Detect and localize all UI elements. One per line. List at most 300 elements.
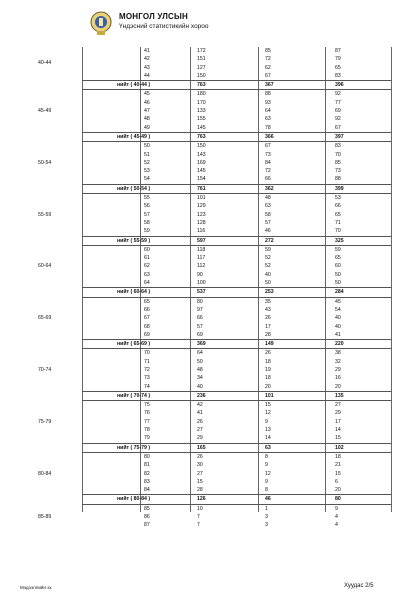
age-cell: 62 — [144, 263, 150, 270]
male-cell: 52 — [265, 255, 271, 262]
age-cell: 79 — [144, 435, 150, 442]
age-cell: 85 — [144, 505, 150, 512]
table-row — [82, 383, 391, 391]
total-cell: 155 — [197, 116, 206, 123]
male-cell: 20 — [265, 383, 271, 390]
table-row — [82, 142, 391, 150]
total-cell: 151 — [197, 56, 206, 63]
total-cell: 236 — [197, 392, 206, 399]
total-cell: 50 — [197, 358, 203, 365]
age-cell: 78 — [144, 427, 150, 434]
female-cell: 85 — [335, 159, 341, 166]
male-cell: 12 — [265, 410, 271, 417]
male-cell: 63 — [265, 444, 271, 451]
age-group — [38, 349, 391, 390]
total-cell: 69 — [197, 331, 203, 338]
table-row — [82, 47, 391, 55]
age-cell: 72 — [144, 366, 150, 373]
age-cell: 68 — [144, 323, 150, 330]
age-cell: 43 — [144, 64, 150, 71]
age-cell: 63 — [144, 271, 150, 278]
age-cell: 51 — [144, 151, 150, 158]
male-cell: 13 — [265, 427, 271, 434]
male-cell: 58 — [265, 211, 271, 218]
age-group — [38, 401, 391, 442]
total-cell: 57 — [197, 323, 203, 330]
total-cell: 145 — [197, 168, 206, 175]
male-cell: 28 — [265, 331, 271, 338]
female-cell: 15 — [335, 435, 341, 442]
total-cell: 128 — [197, 219, 206, 226]
age-cell: 75 — [144, 402, 150, 409]
total-cell: 763 — [197, 82, 206, 89]
total-cell: 112 — [197, 263, 206, 270]
male-cell: 66 — [265, 176, 271, 183]
table-row — [82, 409, 391, 417]
org-title: МОНГОЛ УЛСЫН — [119, 12, 189, 21]
total-cell: 165 — [197, 444, 206, 451]
table-row — [82, 151, 391, 159]
age-group-label: 45-49 — [38, 108, 52, 115]
table-row — [82, 521, 391, 529]
male-cell: 15 — [265, 402, 271, 409]
age-cell: 80 — [144, 453, 150, 460]
male-cell: 62 — [265, 64, 271, 71]
table-row — [82, 306, 391, 314]
table-row — [82, 202, 391, 210]
age-cell: 66 — [144, 306, 150, 313]
age-cell: 46 — [144, 99, 150, 106]
total-cell: 97 — [197, 306, 203, 313]
age-cell: 65 — [144, 298, 150, 305]
female-cell: 88 — [335, 176, 341, 183]
age-cell: 82 — [144, 470, 150, 477]
female-cell: 45 — [335, 298, 341, 305]
table-row — [82, 262, 391, 270]
age-cell: 81 — [144, 462, 150, 469]
female-cell: 53 — [335, 195, 341, 202]
age-cell: 44 — [144, 72, 150, 79]
subtotal-label: нийт ( 80-84 ) — [117, 496, 151, 503]
table-row — [82, 175, 391, 183]
age-group — [38, 194, 391, 235]
male-cell: 46 — [265, 228, 271, 235]
male-cell: 367 — [265, 82, 274, 89]
table-row — [82, 211, 391, 219]
age-group-label: 50-54 — [38, 159, 52, 166]
female-cell: 70 — [335, 228, 341, 235]
age-group-label: 65-69 — [38, 315, 52, 322]
subtotal-label: нийт ( 50-54 ) — [117, 185, 151, 192]
age-cell: 56 — [144, 203, 150, 210]
table-row — [82, 323, 391, 331]
male-cell: 19 — [265, 366, 271, 373]
age-cell: 74 — [144, 383, 150, 390]
male-cell: 149 — [265, 341, 274, 348]
total-cell: 123 — [197, 211, 206, 218]
female-cell: 6 — [335, 478, 338, 485]
total-cell: 48 — [197, 366, 203, 373]
total-cell: 27 — [197, 427, 203, 434]
table-row — [82, 418, 391, 426]
total-cell: 7 — [197, 514, 200, 521]
female-cell: 27 — [335, 402, 341, 409]
female-cell: 38 — [335, 350, 341, 357]
subtotal-label: нийт ( 60-64 ) — [117, 289, 151, 296]
table-row — [82, 461, 391, 469]
total-cell: 15 — [197, 478, 203, 485]
age-group — [38, 246, 391, 287]
table-row — [82, 366, 391, 374]
female-cell: 77 — [335, 99, 341, 106]
total-cell: 118 — [197, 246, 206, 253]
table-row — [82, 124, 391, 132]
age-cell: 83 — [144, 478, 150, 485]
male-cell: 57 — [265, 219, 271, 226]
male-cell: 35 — [265, 298, 271, 305]
table-row — [82, 115, 391, 123]
subtotal-row — [82, 132, 391, 142]
total-cell: 150 — [197, 143, 206, 150]
table-row — [82, 513, 391, 521]
male-cell: 40 — [265, 271, 271, 278]
footer-source: Мэдээллийн эх — [20, 585, 52, 590]
age-cell: 54 — [144, 176, 150, 183]
total-cell: 34 — [197, 375, 203, 382]
total-cell: 145 — [197, 124, 206, 131]
total-cell: 369 — [197, 341, 206, 348]
table-row — [82, 64, 391, 72]
subtotal-row — [82, 494, 391, 504]
age-group — [38, 142, 391, 183]
male-cell: 78 — [265, 124, 271, 131]
male-cell: 85 — [265, 48, 271, 54]
total-cell: 763 — [197, 133, 206, 140]
page-number: Хуудас 2/5 — [344, 583, 374, 589]
table-row — [82, 486, 391, 494]
subtotal-label: нийт ( 55-59 ) — [117, 237, 151, 244]
age-cell: 71 — [144, 358, 150, 365]
female-cell: 41 — [335, 331, 341, 338]
age-group-label: 40-44 — [38, 60, 52, 67]
age-cell: 49 — [144, 124, 150, 131]
age-group-label: 70-74 — [38, 366, 52, 373]
male-cell: 9 — [265, 418, 268, 425]
male-cell: 52 — [265, 263, 271, 270]
subtotal-label: нийт ( 65-69 ) — [117, 341, 151, 348]
female-cell: 83 — [335, 143, 341, 150]
age-group-label: 55-59 — [38, 211, 52, 218]
male-cell: 48 — [265, 195, 271, 202]
female-cell: 135 — [335, 392, 344, 399]
female-cell: 80 — [335, 496, 341, 503]
total-cell: 169 — [197, 159, 206, 166]
total-cell: 101 — [197, 195, 206, 202]
male-cell: 3 — [265, 522, 268, 529]
total-cell: 597 — [197, 237, 206, 244]
female-cell: 59 — [335, 246, 341, 253]
age-group-label: 60-64 — [38, 263, 52, 270]
table-row — [82, 90, 391, 98]
table-row — [82, 426, 391, 434]
age-cell: 73 — [144, 375, 150, 382]
male-cell: 26 — [265, 350, 271, 357]
female-cell: 17 — [335, 418, 341, 425]
age-group — [38, 298, 391, 339]
total-cell: 127 — [197, 64, 206, 71]
male-cell: 84 — [265, 159, 271, 166]
subtotal-label: нийт ( 45-49 ) — [117, 133, 151, 140]
total-cell: 150 — [197, 72, 206, 79]
male-cell: 272 — [265, 237, 274, 244]
total-cell: 42 — [197, 402, 203, 409]
age-group-label: 85-89 — [38, 514, 52, 521]
female-cell: 399 — [335, 185, 344, 192]
age-cell: 69 — [144, 331, 150, 338]
male-cell: 72 — [265, 56, 271, 63]
column-divider — [391, 47, 392, 512]
total-cell: 116 — [197, 228, 206, 235]
subtotal-row — [82, 287, 391, 297]
total-cell: 30 — [197, 462, 203, 469]
age-group — [38, 47, 391, 80]
female-cell: 325 — [335, 237, 344, 244]
table-row — [82, 227, 391, 235]
male-cell: 362 — [265, 185, 274, 192]
total-cell: 26 — [197, 453, 203, 460]
age-table — [38, 47, 391, 530]
total-cell: 80 — [197, 298, 203, 305]
age-cell: 76 — [144, 410, 150, 417]
table-row — [82, 453, 391, 461]
female-cell: 20 — [335, 487, 341, 494]
total-cell: 180 — [197, 91, 206, 98]
female-cell: 83 — [335, 72, 341, 79]
male-cell: 12 — [265, 470, 271, 477]
total-cell: 26 — [197, 418, 203, 425]
female-cell: 9 — [335, 505, 338, 512]
male-cell: 88 — [265, 91, 271, 98]
total-cell: 129 — [197, 203, 206, 210]
female-cell: 29 — [335, 366, 341, 373]
age-cell: 48 — [144, 116, 150, 123]
male-cell: 73 — [265, 151, 271, 158]
male-cell: 63 — [265, 203, 271, 210]
total-cell: 66 — [197, 315, 203, 322]
table-row — [82, 99, 391, 107]
total-cell: 172 — [197, 48, 206, 54]
female-cell: 69 — [335, 108, 341, 115]
male-cell: 26 — [265, 315, 271, 322]
female-cell: 32 — [335, 358, 341, 365]
subtotal-row — [82, 391, 391, 401]
male-cell: 59 — [265, 246, 271, 253]
female-cell: 73 — [335, 168, 341, 175]
female-cell: 87 — [335, 48, 341, 54]
table-row — [82, 331, 391, 339]
male-cell: 8 — [265, 487, 268, 494]
table-row — [82, 298, 391, 306]
male-cell: 253 — [265, 289, 274, 296]
female-cell: 284 — [335, 289, 344, 296]
age-cell: 42 — [144, 56, 150, 63]
subtotal-row — [82, 443, 391, 453]
female-cell: 21 — [335, 462, 341, 469]
total-cell: 761 — [197, 185, 206, 192]
total-cell: 28 — [197, 487, 203, 494]
total-cell: 29 — [197, 435, 203, 442]
female-cell: 67 — [335, 124, 341, 131]
female-cell: 92 — [335, 116, 341, 123]
total-cell: 126 — [197, 496, 206, 503]
female-cell: 15 — [335, 470, 341, 477]
table-row — [82, 401, 391, 409]
total-cell: 100 — [197, 280, 206, 287]
male-cell: 8 — [265, 453, 268, 460]
age-cell: 87 — [144, 522, 150, 529]
age-cell: 45 — [144, 91, 150, 98]
male-cell: 63 — [265, 116, 271, 123]
subtotal-row — [82, 80, 391, 90]
org-subtitle: Үндэсний статистикийн хороо — [119, 23, 209, 30]
male-cell: 72 — [265, 168, 271, 175]
subtotal-row — [82, 236, 391, 246]
subtotal-row — [82, 339, 391, 349]
female-cell: 92 — [335, 91, 341, 98]
age-cell: 59 — [144, 228, 150, 235]
total-cell: 143 — [197, 151, 206, 158]
age-cell: 86 — [144, 514, 150, 521]
female-cell: 40 — [335, 323, 341, 330]
age-cell: 60 — [144, 246, 150, 253]
total-cell: 7 — [197, 522, 200, 529]
male-cell: 18 — [265, 375, 271, 382]
male-cell: 9 — [265, 478, 268, 485]
female-cell: 14 — [335, 427, 341, 434]
male-cell: 64 — [265, 108, 271, 115]
table-row — [82, 167, 391, 175]
female-cell: 18 — [335, 453, 341, 460]
table-row — [82, 374, 391, 382]
age-cell: 50 — [144, 143, 150, 150]
total-cell: 40 — [197, 383, 203, 390]
male-cell: 18 — [265, 358, 271, 365]
table-row — [82, 314, 391, 322]
male-cell: 93 — [265, 99, 271, 106]
female-cell: 65 — [335, 255, 341, 262]
female-cell: 4 — [335, 522, 338, 529]
age-cell: 53 — [144, 168, 150, 175]
table-row — [82, 159, 391, 167]
age-group — [38, 90, 391, 131]
total-cell: 170 — [197, 99, 206, 106]
total-cell: 537 — [197, 289, 206, 296]
female-cell: 50 — [335, 280, 341, 287]
total-cell: 117 — [197, 255, 206, 262]
total-cell: 41 — [197, 410, 203, 417]
table-row — [82, 72, 391, 80]
female-cell: 66 — [335, 203, 341, 210]
age-cell: 77 — [144, 418, 150, 425]
total-cell: 64 — [197, 350, 203, 357]
female-cell: 65 — [335, 64, 341, 71]
table-row — [82, 55, 391, 63]
subtotal-label: нийт ( 75-79 ) — [117, 444, 151, 451]
male-cell: 50 — [265, 280, 271, 287]
female-cell: 16 — [335, 375, 341, 382]
age-group-label: 80-84 — [38, 470, 52, 477]
age-cell: 57 — [144, 211, 150, 218]
age-cell: 58 — [144, 219, 150, 226]
age-cell: 55 — [144, 195, 150, 202]
male-cell: 14 — [265, 435, 271, 442]
male-cell: 1 — [265, 505, 268, 512]
female-cell: 220 — [335, 341, 344, 348]
age-cell: 64 — [144, 280, 150, 287]
table-row — [82, 271, 391, 279]
male-cell: 3 — [265, 514, 268, 521]
total-cell: 133 — [197, 108, 206, 115]
female-cell: 396 — [335, 82, 344, 89]
female-cell: 60 — [335, 263, 341, 270]
female-cell: 70 — [335, 151, 341, 158]
table-row — [82, 434, 391, 442]
age-cell: 52 — [144, 159, 150, 166]
male-cell: 101 — [265, 392, 274, 399]
total-cell: 10 — [197, 505, 203, 512]
table-row — [82, 349, 391, 357]
male-cell: 67 — [265, 143, 271, 150]
female-cell: 397 — [335, 133, 344, 140]
female-cell: 71 — [335, 219, 341, 226]
female-cell: 29 — [335, 410, 341, 417]
subtotal-row — [82, 184, 391, 194]
total-cell: 27 — [197, 470, 203, 477]
female-cell: 54 — [335, 306, 341, 313]
table-row — [82, 358, 391, 366]
table-row — [82, 107, 391, 115]
female-cell: 50 — [335, 271, 341, 278]
age-group — [38, 505, 391, 530]
age-group — [38, 453, 391, 494]
age-cell: 70 — [144, 350, 150, 357]
female-cell: 102 — [335, 444, 344, 451]
subtotal-label: нийт ( 70-74 ) — [117, 392, 151, 399]
table-row — [82, 254, 391, 262]
female-cell: 65 — [335, 211, 341, 218]
table-row — [82, 219, 391, 227]
table-row — [82, 505, 391, 513]
age-cell: 84 — [144, 487, 150, 494]
male-cell: 17 — [265, 323, 271, 330]
male-cell: 366 — [265, 133, 274, 140]
female-cell: 4 — [335, 514, 338, 521]
male-cell: 9 — [265, 462, 268, 469]
age-cell: 47 — [144, 108, 150, 115]
female-cell: 79 — [335, 56, 341, 63]
total-cell: 154 — [197, 176, 206, 183]
male-cell: 46 — [265, 496, 271, 503]
table-row — [82, 279, 391, 287]
female-cell: 40 — [335, 315, 341, 322]
state-emblem-icon — [90, 10, 112, 36]
table-row — [82, 470, 391, 478]
male-cell: 67 — [265, 72, 271, 79]
age-group-label: 75-79 — [38, 418, 52, 425]
female-cell: 20 — [335, 383, 341, 390]
table-row — [82, 246, 391, 254]
age-cell: 61 — [144, 255, 150, 262]
